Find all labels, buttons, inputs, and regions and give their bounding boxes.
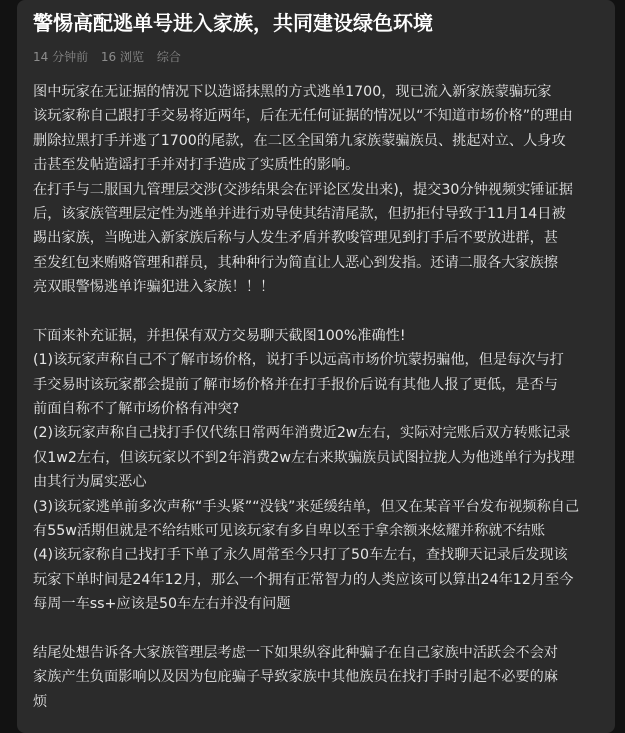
post-body-line: 删除拉黑打手并逃了1700的尾款，在二区全国第九家族蒙骗族员、挑起对立、人身攻: [33, 132, 566, 149]
post-body-line: 踢出家族，当晚进入新家族后称与人发生矛盾并教唆管理见到打手后不要放进群，甚: [33, 230, 558, 247]
post-body-line: 手交易时该玩家都会提前了解市场价格并在打手报价后说有其他人报了更低，是否与: [33, 376, 558, 393]
post-body-line: 击甚至发帖造谣打手并对打手造成了实质性的影响。: [33, 157, 360, 174]
post-body-line: 由其行为属实恶心: [33, 474, 147, 491]
post-body-line: 在打手与二服国九管理层交涉(交涉结果会在评论区发出来)，提交30分钟视频实锤证据: [33, 181, 573, 198]
post-body-line: (4)该玩家称自己找打手下单了永久周常至今只打了50车左右，查找聊天记录后发现该: [33, 547, 568, 564]
paragraph-spacer: [33, 617, 599, 641]
post-body-line: 每周一车ss+应该是50车左右并没有问题: [33, 596, 291, 613]
post-body-line: 亮双眼警惕逃单诈骗犯进入家族！！！: [33, 279, 275, 296]
post-body-line: 下面来补充证据，并担保有双方交易聊天截图100%准确性!: [33, 327, 406, 344]
post-body-line: 该玩家称自己跟打手交易将近两年，后在无任何证据的情况以“不知道市场价格”的理由: [33, 108, 573, 125]
post-body-line: 至发红包来贿赂管理和群员，其种种行为简直让人恶心到发指。还请二服各大家族擦: [33, 254, 558, 271]
post-card: [17, 0, 615, 733]
post-body-line: 前面自称不了解市场价格有冲突?: [33, 401, 240, 418]
post-body-line: 烦: [33, 693, 48, 710]
paragraph-spacer: [33, 300, 599, 324]
post-body-line: (3)该玩家逃单前多次声称“手头紧”“没钱”来延缓结单，但又在某音平台发布视频称自己: [33, 498, 580, 515]
post-body-line: (2)该玩家声称自己找打手仅代练日常两年消费近2w左右，实际对完账后双方转账记录: [33, 425, 571, 442]
post-body-line: 家族产生负面影响以及因为包庇骗子导致家族中其他族员在找打手时引起不必要的麻: [33, 669, 558, 686]
post-body-line: 图中玩家在无证据的情况下以造谣抹黑的方式逃单1700，现已流入新家族蒙骗玩家: [33, 84, 552, 100]
post-body-line: 有55w活期但就是不给结账可见该玩家有多自卑以至于拿余额来炫耀并称就不结账: [33, 523, 546, 540]
post-time: 14 分钟前: [33, 50, 89, 64]
post-meta: [33, 48, 599, 66]
post-body-line: 仅1w2左右，但该玩家以不到2年消费2w左右来欺骗族员试图拉拢人为他逃单行为找理: [33, 449, 575, 466]
post-category[interactable]: 综合: [156, 50, 181, 64]
post-body-line: 结尾处想告诉各大家族管理层考虑一下如果纵容此种骗子在自己家族中活跃会不会对: [33, 644, 558, 661]
post-body-line: (1)该玩家声称自己不了解市场价格，说打手以远高市场价坑蒙拐骗他，但是每次与打: [33, 352, 564, 369]
post-title: 警惕高配逃单号进入家族，共同建设绿色环境: [33, 11, 433, 35]
post-body-line: 玩家下单时间是24年12月，那么一个拥有正常智力的人类应该可以算出24年12月至今: [33, 571, 574, 588]
post-views: 16 浏览: [100, 50, 145, 64]
post-body-line: 后，该家族管理层定性为逃单并进行劝导使其结清尾款，但扔拒付导致于11月14日被: [33, 205, 566, 222]
post-body: [33, 80, 599, 714]
